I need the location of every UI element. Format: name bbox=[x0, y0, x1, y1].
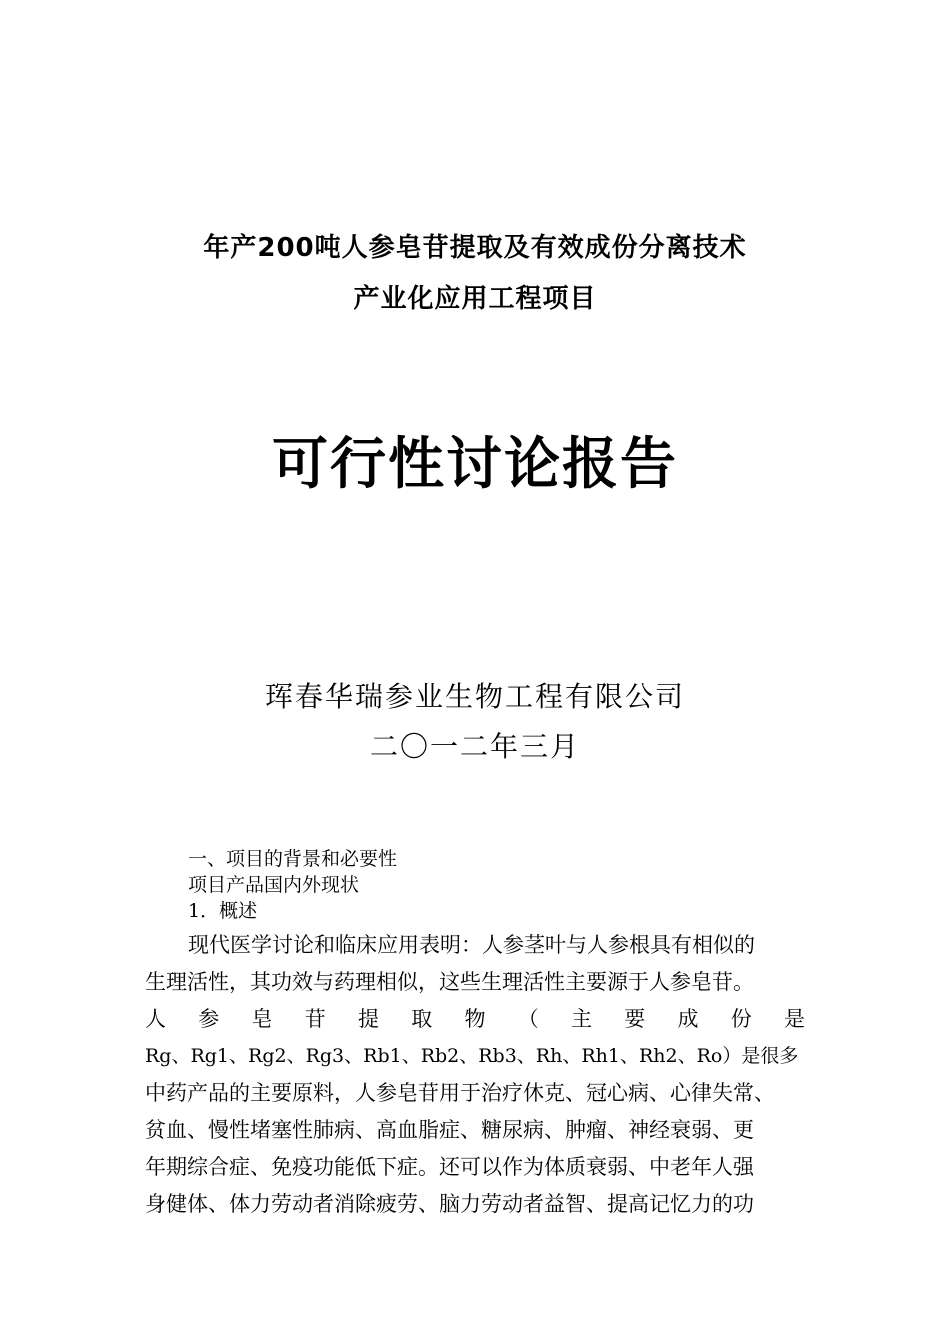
report-date: 二〇一二年三月 bbox=[369, 730, 580, 763]
body-line-3-char: 份 bbox=[730, 1007, 752, 1031]
company-name: 珲春华瑞参业生物工程有限公司 bbox=[264, 680, 685, 713]
body-line-3-char: 取 bbox=[411, 1007, 433, 1031]
body-line-3-char: 参 bbox=[198, 1007, 220, 1031]
body-line-8: 身健体、体力劳动者消除疲劳、脑力劳动者益智、提高记忆力的功 bbox=[145, 1192, 754, 1216]
body-line-6: 贫血、慢性堵塞性肺病、高血脂症、糖尿病、肿瘤、神经衰弱、更 bbox=[145, 1118, 754, 1142]
body-line-3-char: （ bbox=[517, 1007, 539, 1031]
body-line-3-char: 主 bbox=[571, 1007, 592, 1031]
project-title-line2: 产业化应用工程项目 bbox=[353, 284, 597, 314]
body-line-7: 年期综合症、免疫功能低下症。还可以作为体质衰弱、中老年人强 bbox=[145, 1155, 754, 1179]
body-line-3-char: 提 bbox=[358, 1007, 379, 1031]
report-title: 可行性讨论报告 bbox=[272, 432, 678, 497]
body-line-3-char: 要 bbox=[624, 1007, 646, 1031]
body-line-5: 中药产品的主要原料，人参皂苷用于治疗休克、冠心病、心律失常、 bbox=[145, 1081, 775, 1105]
body-line-3 bbox=[145, 1001, 805, 1038]
body-line-3-char: 物 bbox=[464, 1007, 486, 1031]
body-line-1: 现代医学讨论和临床应用表明：人参茎叶与人参根具有相似的 bbox=[188, 933, 755, 957]
subsection-heading: 项目产品国内外现状 bbox=[188, 874, 360, 896]
body-line-3-char: 苷 bbox=[304, 1007, 326, 1031]
section-heading: 一、项目的背景和必要性 bbox=[188, 848, 398, 870]
body-paragraph bbox=[145, 927, 815, 1223]
body-line-3-char: 皂 bbox=[251, 1007, 273, 1031]
subsubsection-heading: 1．概述 bbox=[188, 900, 258, 922]
body-line-3-char: 是 bbox=[784, 1007, 805, 1031]
project-title-line1: 年产200吨人参皂苷提取及有效成份分离技术 bbox=[203, 233, 747, 263]
body-line-3-char: 成 bbox=[677, 1007, 699, 1031]
body-line-3-char: 人 bbox=[145, 1007, 166, 1031]
body-line-4: Rg、Rg1、Rg2、Rg3、Rb1、Rb2、Rb3、Rh、Rh1、Rh2、Ro）是很多 bbox=[145, 1045, 799, 1067]
body-line-2: 生理活性，其功效与药理相似，这些生理活性主要源于人参皂苷。 bbox=[145, 970, 754, 994]
